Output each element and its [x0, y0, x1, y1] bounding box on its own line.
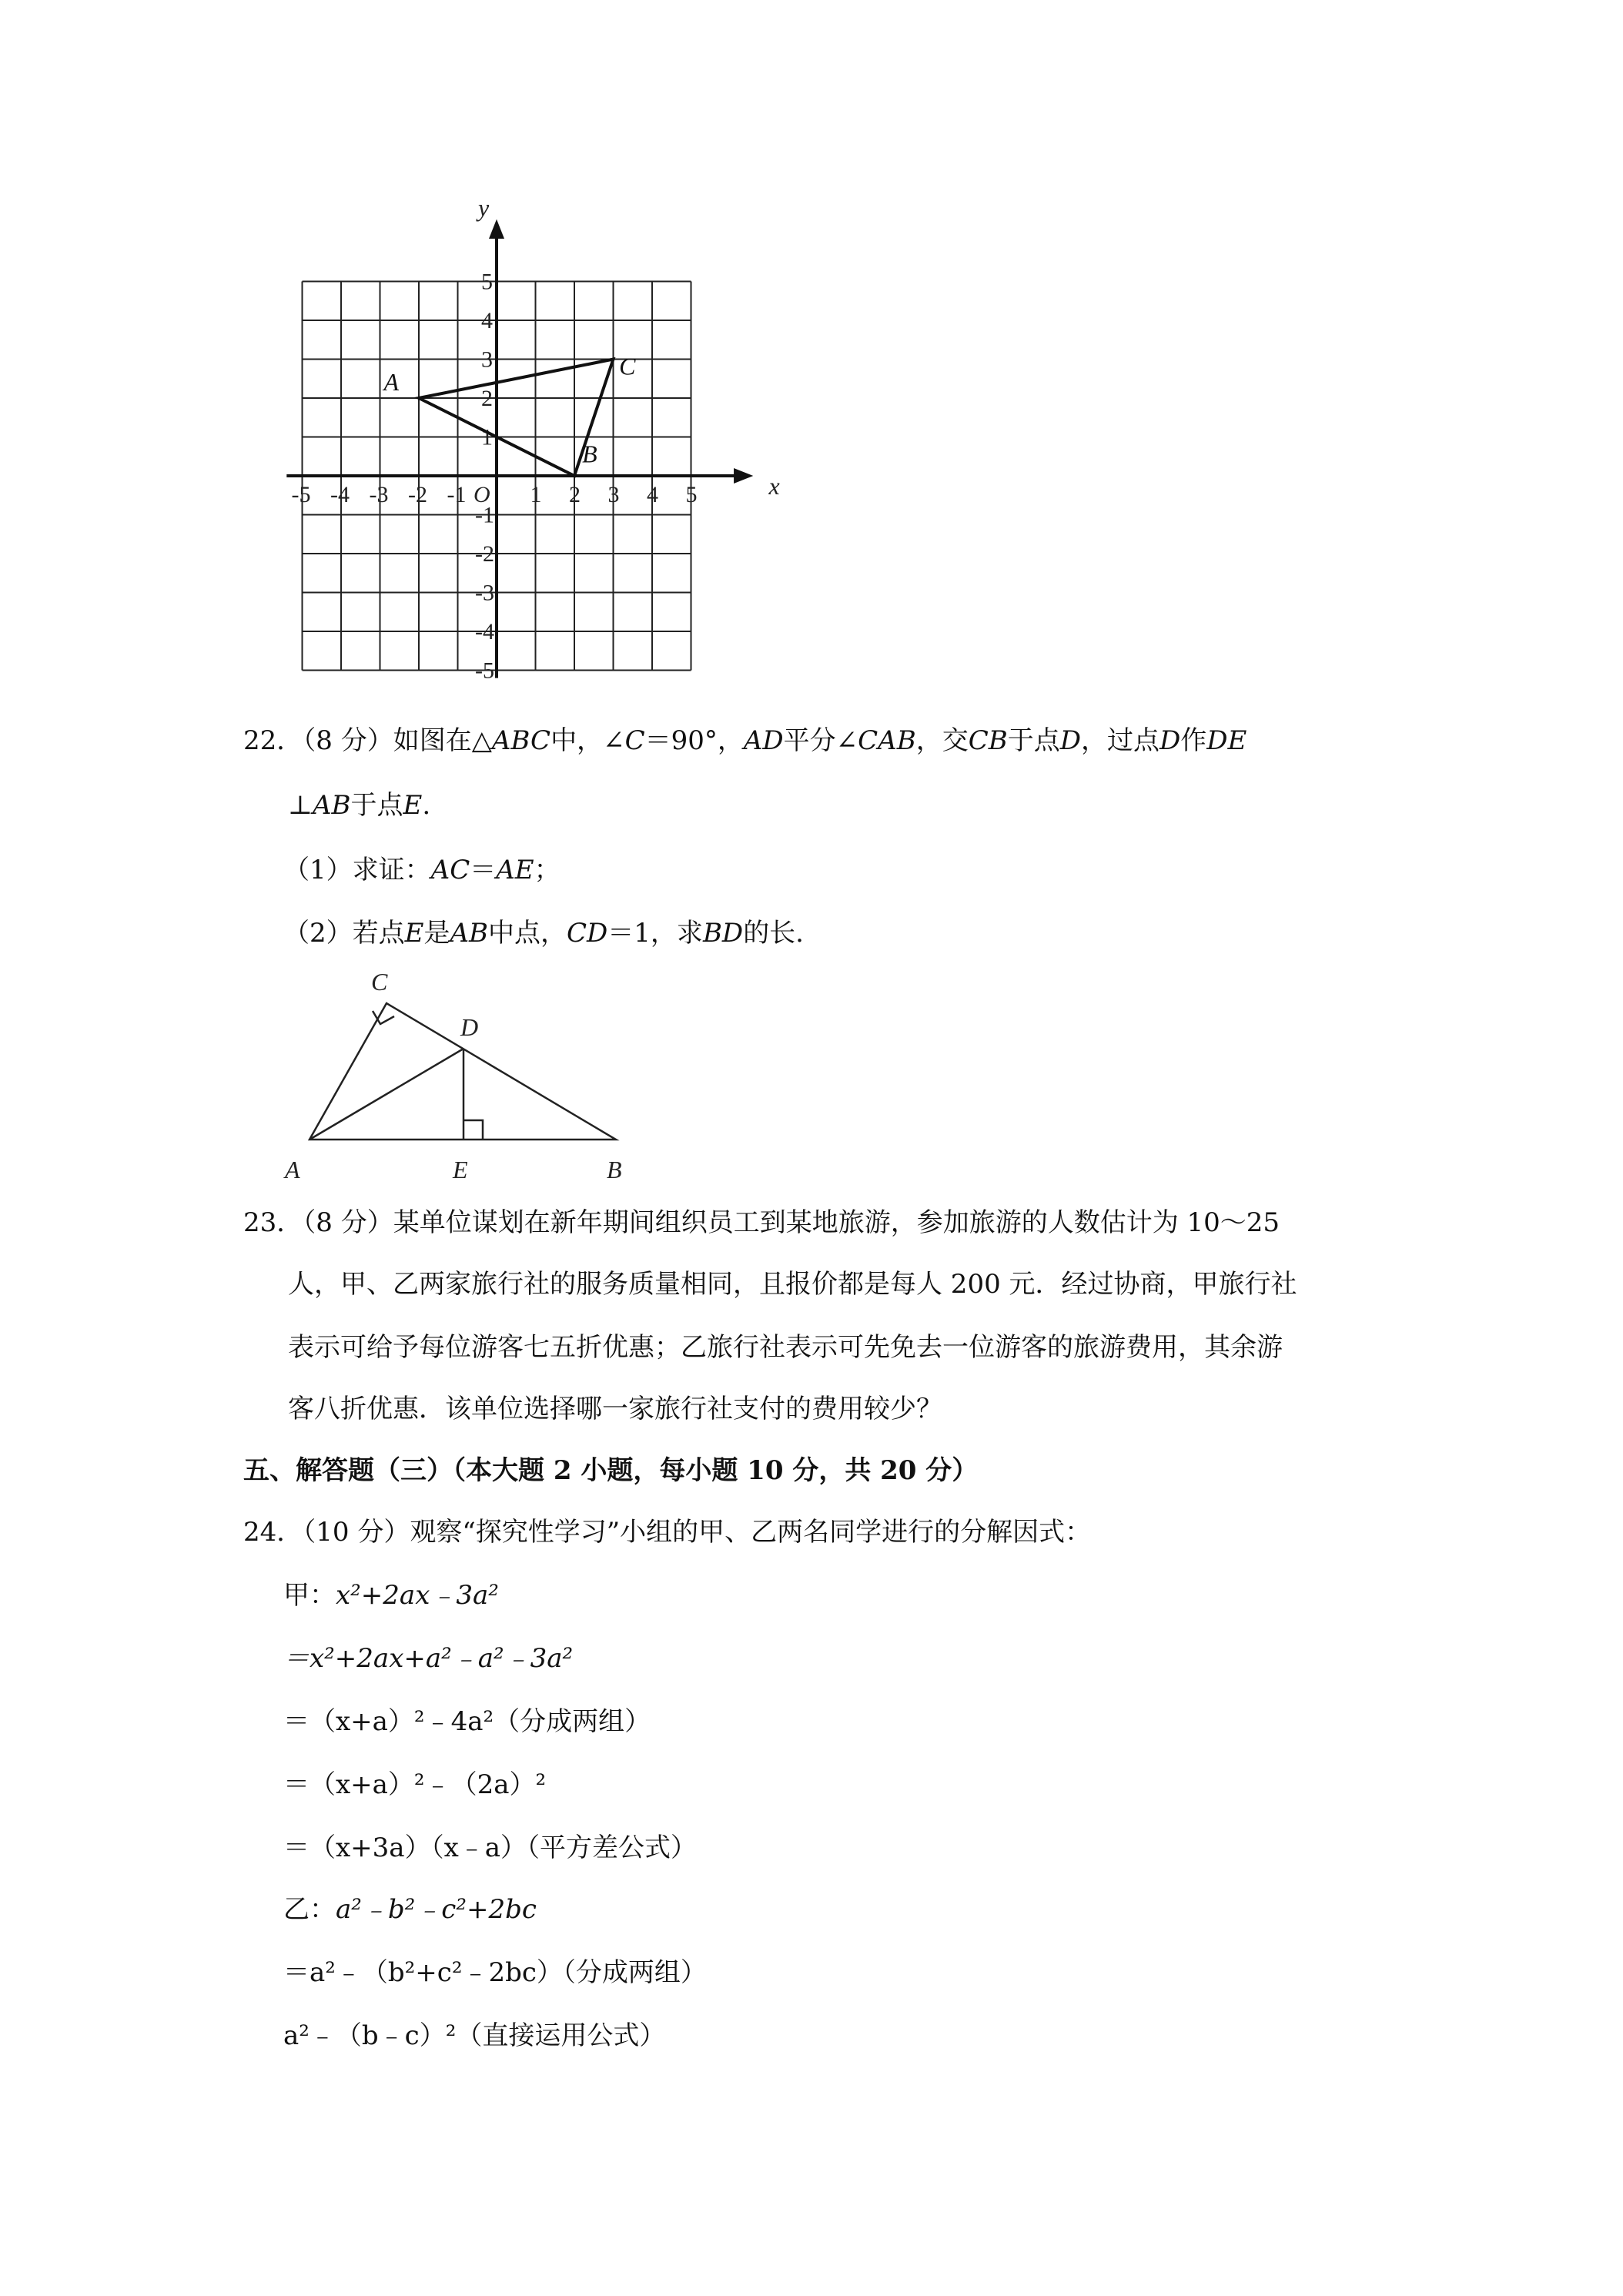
q22-line2 — [288, 788, 430, 822]
question-score: （8 分） — [303, 725, 393, 756]
text: 作 — [1180, 725, 1207, 756]
label-d: D — [460, 1013, 479, 1041]
triangle-figure — [277, 962, 647, 1186]
jia-expression — [283, 1578, 499, 1612]
text: ＝ — [470, 855, 497, 885]
math-var: ABC — [491, 725, 551, 756]
text: 观察“探究性学习”小组的甲、乙两名同学进行的分解因式： — [410, 1517, 1092, 1548]
yi-step1: ＝a²﹣（b²+c²﹣2bc）（分成两组） — [283, 1957, 707, 1988]
x-axis-label: x — [768, 472, 780, 500]
question-number: 24． — [243, 1517, 303, 1548]
question-number: 23． — [243, 1207, 303, 1238]
q23-line3: 表示可给予每位游客七五折优惠；乙旅行社表示可先免去一位游客的旅游费用，其余游 — [288, 1332, 1283, 1363]
q23-line1 — [243, 1206, 1280, 1240]
math-var: AB — [450, 918, 489, 949]
math-var: AC — [430, 855, 470, 885]
math-var: CD — [567, 918, 608, 949]
label-e: E — [453, 1156, 468, 1183]
x-axis-arrow — [734, 468, 753, 484]
q22-part1 — [283, 853, 561, 887]
q23-line2: 人，甲、乙两家旅行社的服务质量相同，且报价都是每人 200 元．经过协商，甲旅行社 — [288, 1269, 1297, 1300]
point-label-a: A — [383, 367, 400, 396]
y-tick-label: -3 — [475, 580, 494, 606]
math-var: AE — [496, 855, 534, 885]
x-tick-label: -5 — [291, 482, 311, 507]
y-tick-label: 2 — [481, 386, 493, 411]
y-axis-arrow — [489, 219, 504, 239]
y-tick-label: 5 — [481, 269, 493, 295]
point-label-b: B — [582, 440, 597, 468]
text: 平分∠ — [783, 725, 858, 756]
q22-line1 — [243, 724, 1247, 758]
question-number: 22． — [243, 725, 303, 756]
x-tick-label: 5 — [685, 482, 698, 507]
y-tick-label: 4 — [481, 308, 493, 333]
text: 某单位谋划在新年期间组织员工到某地旅游，参加旅游的人数估计为 10～25 — [393, 1207, 1280, 1238]
y-tick-label: 1 — [481, 424, 493, 450]
label-a: A — [285, 1156, 300, 1183]
math-var: D — [1059, 725, 1081, 756]
text: ； — [534, 855, 561, 885]
yi-expression — [283, 1893, 537, 1926]
yi-step2: a²﹣（b﹣c）²（直接运用公式） — [283, 2020, 666, 2051]
q24-line1 — [243, 1515, 1091, 1549]
text: ＝90°， — [644, 725, 744, 756]
text: 甲： — [283, 1580, 336, 1611]
math-var: C — [624, 725, 645, 756]
jia-step4: ＝（x+3a）（x﹣a）（平方差公式） — [283, 1832, 698, 1863]
math-var: D — [1160, 725, 1181, 756]
math-expr: x²+2ax﹣3a² — [336, 1580, 499, 1611]
label-b: B — [607, 1156, 622, 1183]
coordinate-grid-figure — [285, 193, 793, 693]
q22-part2 — [283, 916, 804, 950]
text: （2）若点 — [283, 918, 405, 949]
q23-line4: 客八折优惠．该单位选择哪一家旅行社支付的费用较少？ — [288, 1394, 942, 1424]
x-tick-label: 2 — [569, 482, 581, 507]
x-tick-label: -4 — [330, 482, 350, 507]
text: 于点 — [1007, 725, 1060, 756]
text: （1）求证： — [283, 855, 431, 885]
x-tick-label: -2 — [408, 482, 427, 507]
y-tick-label: -5 — [475, 658, 494, 684]
math-var: AB — [312, 790, 351, 821]
text: 的长. — [743, 918, 804, 949]
jia-step3: ＝（x+a）²﹣（2a）² — [283, 1769, 547, 1800]
y-axis-label: y — [478, 193, 490, 222]
jia-step2: ＝（x+a）²﹣4a²（分成两组） — [283, 1706, 651, 1737]
point-label-c: C — [619, 352, 636, 380]
right-angle-mark-e — [463, 1120, 483, 1140]
segment-ad — [310, 1049, 463, 1140]
text: 乙： — [283, 1894, 336, 1925]
text: ⊥ — [288, 790, 313, 821]
question-score: （10 分） — [303, 1517, 410, 1548]
text: 中，∠ — [550, 725, 625, 756]
text: 于点 — [350, 790, 403, 821]
origin-label: O — [474, 482, 490, 507]
x-tick-label: 4 — [647, 482, 658, 507]
x-tick-label: -3 — [369, 482, 389, 507]
math-var: AD — [743, 725, 784, 756]
y-tick-label: -4 — [475, 619, 494, 644]
label-c: C — [371, 968, 388, 996]
text: . — [422, 790, 431, 821]
y-tick-label: -2 — [475, 541, 494, 567]
triangle-abc — [383, 353, 637, 476]
math-var: BD — [702, 918, 744, 949]
text: 如图在△ — [393, 725, 492, 756]
math-var: E — [403, 790, 423, 821]
jia-step1 — [283, 1642, 573, 1675]
y-tick-label: -1 — [475, 502, 494, 528]
text: ，过点 — [1081, 725, 1160, 756]
text: 是 — [423, 918, 450, 949]
question-score: （8 分） — [303, 1207, 393, 1238]
y-tick-label: 3 — [481, 346, 493, 373]
x-tick-label: 1 — [530, 482, 542, 507]
math-expr: a²﹣b²﹣c²+2bc — [336, 1894, 537, 1925]
section-heading: 五、解答题（三）（本大题 2 小题，每小题 10 分，共 20 分） — [243, 1455, 979, 1486]
text: ，交 — [915, 725, 969, 756]
text: ＝1，求 — [607, 918, 703, 949]
math-var: DE — [1206, 725, 1247, 756]
math-var: CAB — [858, 725, 916, 756]
text: 中点， — [488, 918, 567, 949]
x-tick-label: 3 — [607, 482, 620, 507]
math-var: CB — [968, 725, 1008, 756]
math-expr: ＝x²+2ax+a²﹣a²﹣3a² — [283, 1643, 574, 1674]
math-var: E — [404, 918, 424, 949]
x-tick-label: -1 — [447, 482, 467, 507]
